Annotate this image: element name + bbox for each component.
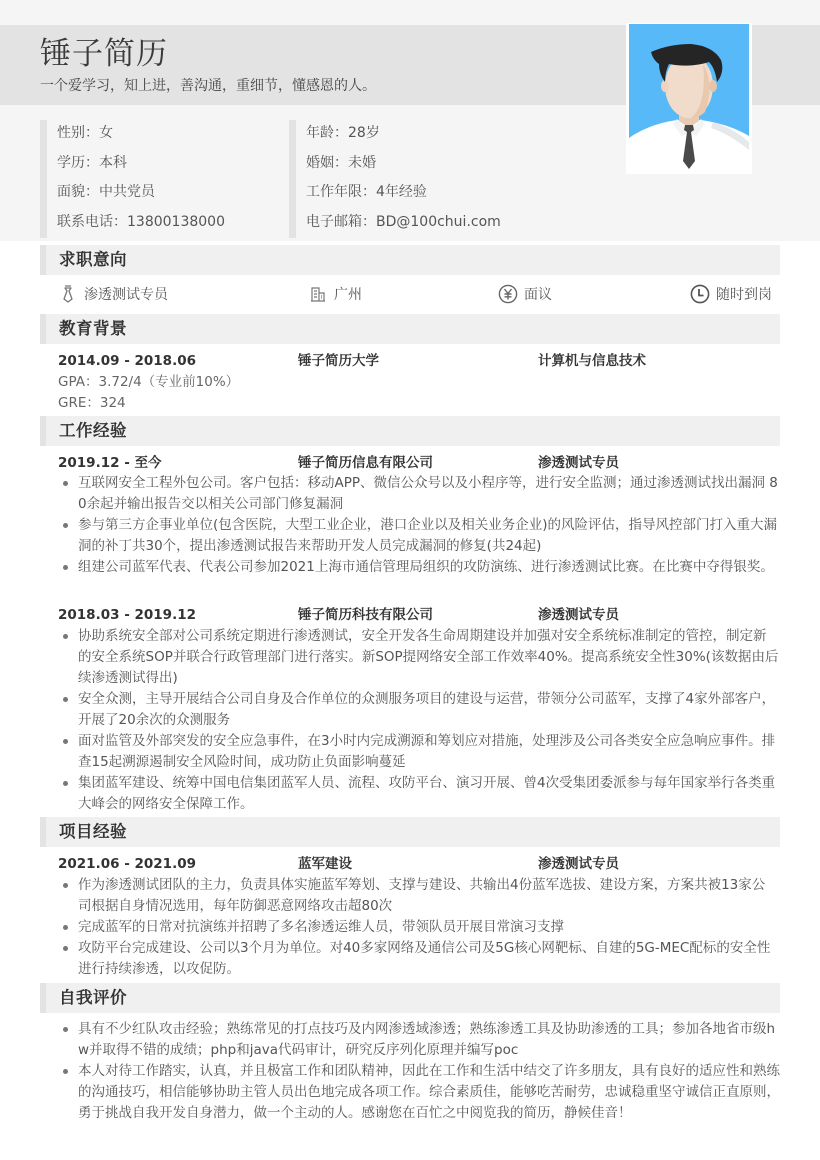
education-school: 锤子简历大学 xyxy=(298,353,379,369)
education-entry-header xyxy=(58,351,778,371)
list-item: 集团蓝军建设、统筹中国电信集团蓝军人员、流程、攻防平台、演习开展、曾4次受集团委派参与每年国家举行各类重大峰会的网络安全保障工作。 xyxy=(58,773,780,815)
list-item: 互联网安全工程外包公司。客户包括：移动APP、微信公众号以及小程序等，进行安全监测；通过渗透测试找出漏洞 80余起并输出报告交以相关公司部门修复漏洞 xyxy=(58,473,780,515)
project-role: 渗透测试专员 xyxy=(538,856,619,872)
list-item: 具有不少红队攻击经验；熟练常见的打点技巧及内网渗透域渗透；熟练渗透工具及协助渗透的工具；参加各地省市级hw并取得不错的成绩；php和java代码审计，研究反序列化原理并编写poc xyxy=(58,1019,780,1061)
project-entry-header xyxy=(58,854,778,874)
project-period: 2021.06 - 2021.09 xyxy=(58,856,196,872)
section-title: 求职意向 xyxy=(59,250,127,269)
basic-info-left xyxy=(40,120,280,238)
section-title: 项目经验 xyxy=(59,822,127,841)
intent-city xyxy=(308,284,362,304)
list-item: 组建公司蓝军代表、代表公司参加2021上海市通信管理局组织的攻防演练、进行渗透测试比赛。在比赛中夺得银奖。 xyxy=(58,557,780,578)
work-role: 渗透测试专员 xyxy=(538,607,619,623)
political-status-field: 面貌：中共党员 xyxy=(57,184,155,200)
building-icon xyxy=(308,284,328,304)
education-gpa: GPA：3.72/4（专业前10%） xyxy=(58,374,240,390)
clock-icon xyxy=(690,284,710,304)
intent-city-label: 广州 xyxy=(334,287,362,303)
list-item: 作为渗透测试团队的主力，负责具体实施蓝军筹划、支撑与建设、共输出4份蓝军选拔、建设方案，方案共被13家公 司根据自身情况选用，每年防御恶意网络攻击超80次 xyxy=(58,875,780,917)
basic-info-right xyxy=(289,120,589,238)
work-role: 渗透测试专员 xyxy=(538,455,619,471)
intent-salary-label: 面议 xyxy=(524,287,552,303)
self-eval-bullets xyxy=(58,1019,780,1124)
yen-icon xyxy=(498,284,518,304)
work-period: 2018.03 - 2019.12 xyxy=(58,607,196,623)
list-item: 攻防平台完成建设、公司以3个月为单位。对40多家网络及通信公司及5G核心网靶标、自建的5G-MEC配标的安全性 进行持续渗透，以攻促防。 xyxy=(58,938,780,980)
education-gre: GRE：324 xyxy=(58,395,126,411)
list-item: 协助系统安全部对公司系统定期进行渗透测试，安全开发各生命周期建设并加强对安全系统标准制定的管控，制定新 的安全系统SOP并联合行政管理部门进行落实。新SOP提网络安全部工作效率40%。提高系统安全性30%(该数据由后续渗透测试得出) xyxy=(58,626,780,689)
work-period: 2019.12 - 至今 xyxy=(58,455,162,471)
resume-motto: 一个爱学习，知上进，善沟通，重细节，懂感恩的人。 xyxy=(40,78,376,94)
section-title: 工作经验 xyxy=(59,421,127,440)
education-period: 2014.09 - 2018.06 xyxy=(58,353,196,369)
intent-position-label: 渗透测试专员 xyxy=(84,287,168,303)
education-major: 计算机与信息技术 xyxy=(538,353,646,369)
intent-salary xyxy=(498,284,552,304)
list-item: 完成蓝军的日常对抗演练并招聘了多名渗透运维人员，带领队员开展目常演习支撑 xyxy=(58,917,780,938)
section-header-project xyxy=(40,817,780,847)
work-years-field: 工作年限：4年经验 xyxy=(306,184,427,200)
project-name: 蓝军建设 xyxy=(298,856,352,872)
avatar-illustration-icon xyxy=(629,24,749,173)
work-entry-2-bullets xyxy=(58,626,780,815)
list-item: 本人对待工作踏实，认真，并且极富工作和团队精神，因此在工作和生活中结交了许多朋友，具有良好的适应性和熟练的沟通技巧，相信能够协助主管人员出色地完成各项工作。综合素质佳，能够吃苦耐劳，忠诚稳重坚守诚信正直原则，勇于挑战自我开发自身潜力，做一个主动的人。感谢您在百忙之中阅览我的简历，静候佳音！ xyxy=(58,1061,780,1124)
intent-availability-label: 随时到岗 xyxy=(716,287,772,303)
list-item: 面对监管及外部突发的安全应急事件，在3小时内完成溯源和筹划应对措施，处理涉及公司各类安全应急响应事件。排查15起溯源遏制安全风险时间，成功防止负面影响蔓延 xyxy=(58,731,780,773)
work-company: 锤子简历信息有限公司 xyxy=(298,455,433,471)
work-entry-1-bullets xyxy=(58,473,780,578)
project-bullets xyxy=(58,875,780,980)
section-title: 自我评价 xyxy=(59,988,127,1007)
intent-position xyxy=(58,284,168,304)
intent-availability xyxy=(690,284,772,304)
section-header-self-eval xyxy=(40,983,780,1013)
avatar-photo xyxy=(626,23,752,174)
section-header-work xyxy=(40,416,780,446)
list-item: 参与第三方企事业单位(包含医院，大型工业企业，港口企业以及相关业务企业)的风险评估，指导风控部门打入重大漏洞的补丁共30个，提出渗透测试报告来帮助开发人员完成漏洞的修复(共24起) xyxy=(58,515,780,557)
phone-field: 联系电话：13800138000 xyxy=(57,213,225,230)
section-header-intent xyxy=(40,245,780,275)
age-field: 年龄：28岁 xyxy=(306,125,380,141)
tie-icon xyxy=(58,284,78,304)
email-field: 电子邮箱：BD@100chui.com xyxy=(306,213,501,230)
resume-name: 锤子简历 xyxy=(40,36,168,72)
job-intent-row xyxy=(58,284,780,308)
work-company: 锤子简历科技有限公司 xyxy=(298,607,433,623)
work-entry-2-header xyxy=(58,605,778,625)
section-title: 教育背景 xyxy=(59,319,127,338)
gender-field: 性别：女 xyxy=(57,125,113,141)
list-item: 安全众测，主导开展结合公司自身及合作单位的众测服务项目的建设与运营，带领分公司蓝军，支撑了4家外部客户，开展了20余次的众测服务 xyxy=(58,689,780,731)
marital-status-field: 婚姻：未婚 xyxy=(306,154,376,171)
education-level-field: 学历：本科 xyxy=(57,154,127,171)
section-header-education xyxy=(40,314,780,344)
work-entry-1-header xyxy=(58,453,778,473)
